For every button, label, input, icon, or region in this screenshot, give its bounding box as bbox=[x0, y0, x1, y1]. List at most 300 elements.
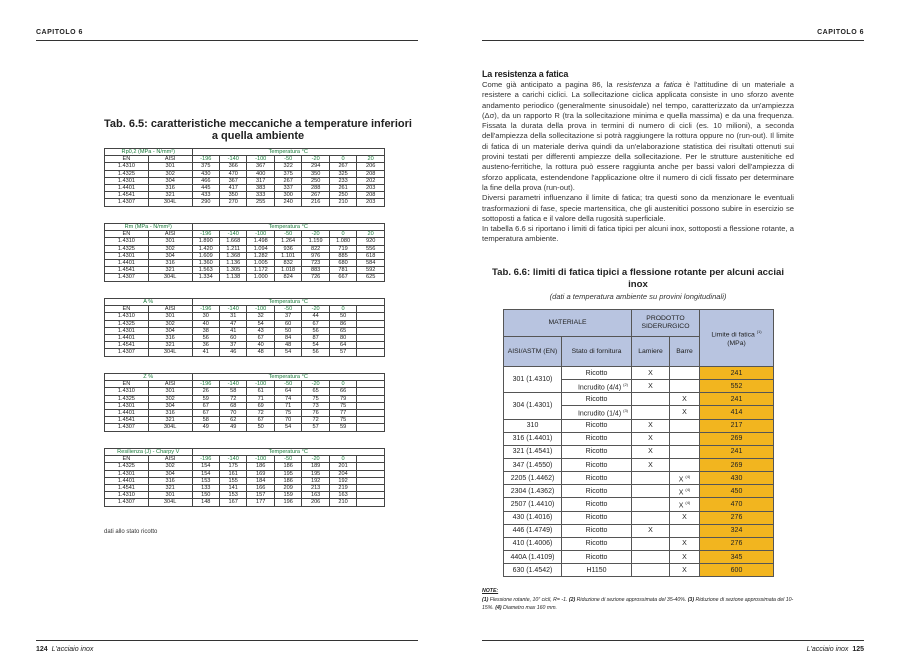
cell-en: 1.4301 bbox=[105, 252, 149, 259]
cell-value: 219 bbox=[329, 484, 356, 491]
cell-value: 680 bbox=[329, 259, 356, 266]
cell-stato bbox=[562, 367, 632, 380]
block-property-label: A % bbox=[105, 299, 193, 306]
cell-value: 196 bbox=[274, 499, 301, 506]
block-property-label: Rp0,2 (MPa - N/mm²) bbox=[105, 149, 193, 156]
cell-lamiere: X bbox=[632, 458, 670, 471]
cell-value: 169 bbox=[247, 470, 274, 477]
cell-en: 1.4541 bbox=[105, 484, 149, 491]
cell-value: 38 bbox=[192, 327, 219, 334]
cell-barre bbox=[670, 564, 700, 577]
cell-limite: 345 bbox=[700, 550, 774, 563]
col-temp-header: -100 bbox=[247, 231, 274, 238]
cell-en: 1.4325 bbox=[105, 320, 149, 327]
cell-value: 56 bbox=[302, 349, 329, 356]
cell-value: 60 bbox=[274, 320, 301, 327]
cell-value: 206 bbox=[302, 499, 329, 506]
table-row bbox=[105, 349, 385, 356]
cell-value: 50 bbox=[247, 424, 274, 431]
cell-value: 1.136 bbox=[219, 259, 246, 266]
cell-stato-text: Ricotto bbox=[585, 448, 608, 456]
cell-value: 883 bbox=[302, 267, 329, 274]
cell-en: 1.4301 bbox=[105, 402, 149, 409]
table-row bbox=[105, 313, 385, 320]
table-row bbox=[105, 388, 385, 395]
cell-aisi: 301 bbox=[148, 238, 192, 245]
cell-aisi: 316 bbox=[148, 477, 192, 484]
table-6-6-subtitle: (dati a temperatura ambiente su provini longitudinali) bbox=[549, 292, 727, 301]
cell-limite: 276 bbox=[700, 511, 774, 524]
cell-barre-text: X bbox=[682, 566, 687, 574]
cell-value: 157 bbox=[247, 492, 274, 499]
cell-en: 1.4401 bbox=[105, 334, 149, 341]
footer-book-title-left: L'acciaio inox bbox=[51, 646, 94, 653]
cell-value: 54 bbox=[274, 349, 301, 356]
cell-value: 61 bbox=[247, 388, 274, 395]
cell-value bbox=[357, 477, 385, 484]
cell-value: 375 bbox=[274, 170, 301, 177]
block-label-row bbox=[105, 374, 385, 381]
cell-value: 72 bbox=[247, 409, 274, 416]
table-row bbox=[504, 472, 774, 485]
table-row bbox=[105, 492, 385, 499]
cell-barre bbox=[670, 537, 700, 550]
table-row bbox=[105, 499, 385, 506]
cell-value: 261 bbox=[329, 184, 356, 191]
cell-limite: 450 bbox=[700, 485, 774, 498]
block-column-header-row bbox=[105, 456, 385, 463]
cell-stato bbox=[562, 485, 632, 498]
cell-stato-text: Ricotto bbox=[585, 500, 608, 508]
cell-value: 87 bbox=[302, 334, 329, 341]
cell-value: 57 bbox=[302, 424, 329, 431]
cell-stato bbox=[562, 472, 632, 485]
cell-value bbox=[357, 327, 385, 334]
cell-value: 213 bbox=[302, 484, 329, 491]
cell-stato bbox=[562, 419, 632, 432]
table-row bbox=[105, 327, 385, 334]
cell-stato-sup: (2) bbox=[623, 381, 628, 387]
cell-value bbox=[357, 492, 385, 499]
cell-value: 189 bbox=[302, 463, 329, 470]
cell-aisi: 304L bbox=[148, 499, 192, 506]
cell-value: 1.005 bbox=[247, 259, 274, 266]
table-row bbox=[504, 445, 774, 458]
cell-value: 37 bbox=[219, 342, 246, 349]
cell-value: 250 bbox=[329, 192, 356, 199]
cell-value: 366 bbox=[220, 163, 247, 170]
block-temperature-label: Temperatura °C bbox=[192, 224, 384, 231]
header-limite bbox=[700, 310, 774, 367]
cell-barre bbox=[670, 419, 700, 432]
cell-stato-text: Ricotto bbox=[585, 435, 608, 443]
cell-value: 726 bbox=[302, 274, 329, 281]
col-temp-header: -100 bbox=[247, 381, 274, 388]
cell-stato-text: Ricotto bbox=[585, 461, 608, 469]
cell-value: 195 bbox=[302, 470, 329, 477]
note-1: Flessione rotante, 10⁷ cicli, R= -1. bbox=[488, 596, 569, 603]
cell-value bbox=[357, 409, 385, 416]
cell-value: 70 bbox=[274, 417, 301, 424]
cell-barre bbox=[670, 445, 700, 458]
cell-value: 133 bbox=[192, 484, 219, 491]
table-6-5-block bbox=[104, 148, 385, 207]
cell-en: 1.4301 bbox=[105, 327, 149, 334]
section-title: La resistenza a fatica bbox=[482, 69, 569, 79]
table-row bbox=[504, 511, 774, 524]
cell-barre bbox=[670, 550, 700, 563]
col-temp-header bbox=[357, 456, 385, 463]
cell-value: 240 bbox=[274, 199, 301, 206]
col-temp-header: 20 bbox=[357, 156, 385, 163]
header-barre: Barre bbox=[670, 337, 700, 367]
cell-aisi: 321 (1.4541) bbox=[504, 445, 562, 458]
cell-value: 50 bbox=[329, 313, 356, 320]
cell-aisi: 2205 (1.4462) bbox=[504, 472, 562, 485]
cell-value: 57 bbox=[329, 349, 356, 356]
cell-value: 1.159 bbox=[302, 238, 329, 245]
cell-value: 75 bbox=[329, 402, 356, 409]
cell-aisi: 321 bbox=[148, 484, 192, 491]
cell-value: 166 bbox=[247, 484, 274, 491]
cell-value: 1.890 bbox=[192, 238, 219, 245]
cell-value: 186 bbox=[274, 463, 301, 470]
cell-stato bbox=[562, 380, 632, 393]
col-temp-header: 0 bbox=[329, 156, 356, 163]
cell-value: 1.172 bbox=[247, 267, 274, 274]
cell-value bbox=[357, 424, 385, 431]
cell-lamiere: X bbox=[632, 432, 670, 445]
cell-aisi: 2304 (1.4362) bbox=[504, 485, 562, 498]
cell-stato-text: Ricotto bbox=[585, 395, 608, 403]
cell-value: 1.138 bbox=[219, 274, 246, 281]
cell-aisi: 304 bbox=[148, 402, 192, 409]
table-6-5-note: dati allo stato ricotto bbox=[104, 529, 158, 535]
cell-value: 625 bbox=[357, 274, 385, 281]
table-row bbox=[105, 163, 385, 170]
cell-aisi: 304 bbox=[148, 470, 192, 477]
cell-stato bbox=[562, 537, 632, 550]
cell-value: 161 bbox=[219, 470, 246, 477]
cell-aisi: 304L bbox=[148, 349, 192, 356]
cell-value: 67 bbox=[192, 402, 219, 409]
table-row bbox=[504, 537, 774, 550]
cell-value: 206 bbox=[357, 163, 385, 170]
col-temp-header: -50 bbox=[274, 381, 301, 388]
cell-value: 294 bbox=[302, 163, 329, 170]
cell-value: 267 bbox=[302, 192, 329, 199]
cell-lamiere bbox=[632, 511, 670, 524]
col-temp-header bbox=[357, 306, 385, 313]
table-row bbox=[105, 424, 385, 431]
cell-lamiere bbox=[632, 550, 670, 563]
cell-value: 920 bbox=[357, 238, 385, 245]
cell-stato bbox=[562, 550, 632, 563]
cell-value: 77 bbox=[329, 409, 356, 416]
note-4-key: (4) bbox=[495, 605, 502, 611]
cell-aisi: 446 (1.4749) bbox=[504, 524, 562, 537]
block-label-row bbox=[105, 224, 385, 231]
note-3-key: (3) bbox=[687, 596, 695, 603]
cell-value: 250 bbox=[302, 177, 329, 184]
cell-stato-text: Incrudito (4/4) bbox=[577, 383, 622, 391]
block-temperature-label: Temperatura °C bbox=[192, 449, 384, 456]
section-body bbox=[482, 80, 794, 245]
cell-barre bbox=[670, 367, 700, 380]
cell-value: 26 bbox=[192, 388, 219, 395]
cell-value: 885 bbox=[329, 252, 356, 259]
cell-en: 1.4307 bbox=[105, 499, 149, 506]
cell-aisi: 430 (1.4016) bbox=[504, 511, 562, 524]
col-aisi-header: AISI bbox=[148, 306, 192, 313]
table-row bbox=[504, 393, 774, 406]
cell-barre-sup: (4) bbox=[685, 473, 691, 479]
cell-value: 50 bbox=[274, 327, 301, 334]
cell-barre-text: X bbox=[678, 475, 684, 483]
cell-lamiere bbox=[632, 564, 670, 577]
cell-barre bbox=[670, 432, 700, 445]
table-row bbox=[105, 274, 385, 281]
cell-value: 1.360 bbox=[192, 259, 219, 266]
col-en-header: EN bbox=[105, 156, 149, 163]
cell-value: 56 bbox=[192, 334, 219, 341]
col-temp-header: -196 bbox=[192, 156, 219, 163]
cell-value: 1.080 bbox=[329, 238, 356, 245]
cell-aisi: 630 (1.4542) bbox=[504, 564, 562, 577]
table-row bbox=[105, 245, 385, 252]
cell-value: 141 bbox=[219, 484, 246, 491]
cell-lamiere: X bbox=[632, 367, 670, 380]
cell-barre bbox=[670, 485, 700, 498]
cell-aisi: 301 bbox=[148, 492, 192, 499]
cell-barre bbox=[670, 393, 700, 406]
cell-value bbox=[357, 320, 385, 327]
table-row bbox=[105, 238, 385, 245]
col-temp-header: -196 bbox=[192, 456, 219, 463]
cell-value: 75 bbox=[302, 395, 329, 402]
cell-en: 1.4325 bbox=[105, 463, 149, 470]
table-6-5-block bbox=[104, 373, 385, 432]
footer-left bbox=[36, 646, 93, 653]
cell-value: 1.668 bbox=[219, 238, 246, 245]
block-property-label: Z % bbox=[105, 374, 193, 381]
cell-aisi: 347 (1.4550) bbox=[504, 458, 562, 471]
table-row bbox=[504, 458, 774, 471]
cell-stato bbox=[562, 458, 632, 471]
cell-en: 1.4307 bbox=[105, 199, 149, 206]
cell-en: 1.4307 bbox=[105, 274, 149, 281]
col-en-header: EN bbox=[105, 231, 149, 238]
table-row bbox=[105, 259, 385, 266]
cell-value: 466 bbox=[192, 177, 219, 184]
cell-barre bbox=[670, 458, 700, 471]
cell-value: 210 bbox=[329, 499, 356, 506]
cell-value bbox=[357, 402, 385, 409]
cell-value: 153 bbox=[192, 477, 219, 484]
block-label-row bbox=[105, 149, 385, 156]
cell-value bbox=[357, 470, 385, 477]
cell-en: 1.4541 bbox=[105, 342, 149, 349]
col-temp-header: -196 bbox=[192, 306, 219, 313]
cell-value: 1.420 bbox=[192, 245, 219, 252]
cell-value: 270 bbox=[220, 199, 247, 206]
cell-value: 67 bbox=[302, 320, 329, 327]
cell-value: 1.334 bbox=[192, 274, 219, 281]
table-row bbox=[105, 267, 385, 274]
table-6-6 bbox=[503, 309, 774, 577]
paragraph-1 bbox=[482, 80, 794, 193]
cell-value: 822 bbox=[302, 245, 329, 252]
cell-aisi: 321 bbox=[148, 267, 192, 274]
cell-lamiere: X bbox=[632, 419, 670, 432]
cell-value: 66 bbox=[329, 388, 356, 395]
cell-value bbox=[357, 463, 385, 470]
cell-aisi: 321 bbox=[148, 192, 192, 199]
cell-en: 1.4325 bbox=[105, 170, 149, 177]
cell-en: 1.4310 bbox=[105, 238, 149, 245]
cell-en: 1.4325 bbox=[105, 245, 149, 252]
cell-barre bbox=[670, 524, 700, 537]
cell-aisi: 302 bbox=[148, 320, 192, 327]
cell-value: 167 bbox=[219, 499, 246, 506]
cell-value bbox=[357, 388, 385, 395]
cell-stato-text: Ricotto bbox=[585, 553, 608, 561]
cell-value: 445 bbox=[192, 184, 219, 191]
cell-stato bbox=[562, 393, 632, 406]
cell-value: 1.094 bbox=[247, 245, 274, 252]
cell-barre-text: X bbox=[682, 408, 687, 416]
col-aisi-header: AISI bbox=[148, 156, 192, 163]
cell-aisi: 301 bbox=[148, 163, 192, 170]
cell-lamiere bbox=[632, 406, 670, 419]
cell-value: 824 bbox=[274, 274, 301, 281]
cell-value: 75 bbox=[329, 417, 356, 424]
cell-value: 74 bbox=[274, 395, 301, 402]
cell-aisi: 304L bbox=[148, 199, 192, 206]
col-aisi-header: AISI bbox=[148, 456, 192, 463]
cell-value: 317 bbox=[247, 177, 274, 184]
note-2-key: (2) bbox=[568, 596, 576, 603]
cell-value: 60 bbox=[219, 334, 246, 341]
cell-en: 1.4301 bbox=[105, 177, 149, 184]
cell-value: 68 bbox=[219, 402, 246, 409]
table-6-6-body bbox=[504, 367, 774, 577]
cell-value: 203 bbox=[357, 184, 385, 191]
chapter-header-right: CAPITOLO 6 bbox=[817, 29, 864, 36]
cell-stato bbox=[562, 498, 632, 511]
cell-value: 584 bbox=[357, 259, 385, 266]
cell-value: 832 bbox=[274, 259, 301, 266]
note-1-key: (1) bbox=[482, 596, 489, 603]
cell-value: 31 bbox=[219, 313, 246, 320]
cell-limite: 552 bbox=[700, 380, 774, 393]
col-temp-header: 0 bbox=[329, 231, 356, 238]
cell-stato bbox=[562, 524, 632, 537]
cell-value: 1.563 bbox=[192, 267, 219, 274]
cell-value: 70 bbox=[219, 409, 246, 416]
cell-value: 72 bbox=[302, 417, 329, 424]
col-en-header: EN bbox=[105, 306, 149, 313]
block-property-label: Resilienza (J) - Charpy V bbox=[105, 449, 193, 456]
cell-stato bbox=[562, 511, 632, 524]
cell-value: 781 bbox=[329, 267, 356, 274]
cell-aisi: 321 bbox=[148, 342, 192, 349]
cell-en: 1.4310 bbox=[105, 163, 149, 170]
cell-value: 192 bbox=[329, 477, 356, 484]
cell-value: 59 bbox=[192, 395, 219, 402]
cell-value: 1.498 bbox=[247, 238, 274, 245]
cell-value: 30 bbox=[192, 313, 219, 320]
footer-right bbox=[807, 646, 864, 653]
cell-value: 32 bbox=[247, 313, 274, 320]
block-column-header-row bbox=[105, 306, 385, 313]
cell-limite: 269 bbox=[700, 458, 774, 471]
cell-en: 1.4401 bbox=[105, 409, 149, 416]
cell-value: 350 bbox=[220, 192, 247, 199]
cell-value: 79 bbox=[329, 395, 356, 402]
table-row bbox=[105, 463, 385, 470]
cell-en: 1.4307 bbox=[105, 424, 149, 431]
cell-value: 1.211 bbox=[219, 245, 246, 252]
cell-value: 1.282 bbox=[247, 252, 274, 259]
cell-barre bbox=[670, 406, 700, 419]
cell-value: 1.368 bbox=[219, 252, 246, 259]
col-temp-header: -100 bbox=[247, 456, 274, 463]
cell-stato-text: Ricotto bbox=[585, 474, 608, 482]
cell-value: 75 bbox=[274, 409, 301, 416]
cell-value: 556 bbox=[357, 245, 385, 252]
cell-stato bbox=[562, 432, 632, 445]
cell-aisi: 301 (1.4310) bbox=[504, 367, 562, 393]
cell-limite: 414 bbox=[700, 406, 774, 419]
table-row bbox=[105, 395, 385, 402]
cell-value: 71 bbox=[274, 402, 301, 409]
footer-book-title-right: L'acciaio inox bbox=[806, 646, 849, 653]
col-temp-header: -20 bbox=[302, 456, 329, 463]
paragraph-1-start: Come già anticipato a pagina 86, la bbox=[482, 80, 617, 89]
cell-value: 67 bbox=[192, 409, 219, 416]
cell-aisi: 316 bbox=[148, 334, 192, 341]
cell-value: 46 bbox=[219, 349, 246, 356]
cell-en: 1.4541 bbox=[105, 192, 149, 199]
cell-value: 417 bbox=[220, 184, 247, 191]
table-row bbox=[105, 402, 385, 409]
cell-barre-text: X bbox=[678, 502, 684, 510]
table-row bbox=[504, 419, 774, 432]
cell-value: 49 bbox=[219, 424, 246, 431]
cell-value: 41 bbox=[219, 327, 246, 334]
col-en-header: EN bbox=[105, 381, 149, 388]
cell-value: 56 bbox=[302, 327, 329, 334]
cell-value: 44 bbox=[302, 313, 329, 320]
col-temp-header: -50 bbox=[274, 156, 301, 163]
col-temp-header: -50 bbox=[274, 456, 301, 463]
cell-lamiere bbox=[632, 485, 670, 498]
cell-value: 367 bbox=[220, 177, 247, 184]
cell-aisi: 304 bbox=[148, 177, 192, 184]
table-row bbox=[105, 184, 385, 191]
cell-value: 433 bbox=[192, 192, 219, 199]
header-aisi: AISI/ASTM (EN) bbox=[504, 337, 562, 367]
cell-aisi: 2507 (1.4410) bbox=[504, 498, 562, 511]
cell-value: 322 bbox=[274, 163, 301, 170]
col-temp-header: -100 bbox=[247, 156, 274, 163]
col-temp-header: -20 bbox=[302, 381, 329, 388]
table-6-6-title: Tab. 6.6: limiti di fatica tipici a flessione rotante per alcuni acciai inox bbox=[492, 267, 784, 290]
paragraph-2: Diversi parametri influenzano il limite di fatica; tra questi sono da menzionare le eventuali trasformazioni di fase, specie martensitica, che gli austenitici possono subire in esercizio se sottoposti a fatica e il valore della rugosità superficiale. bbox=[482, 193, 794, 223]
cell-en: 1.4310 bbox=[105, 492, 149, 499]
cell-value: 209 bbox=[274, 484, 301, 491]
